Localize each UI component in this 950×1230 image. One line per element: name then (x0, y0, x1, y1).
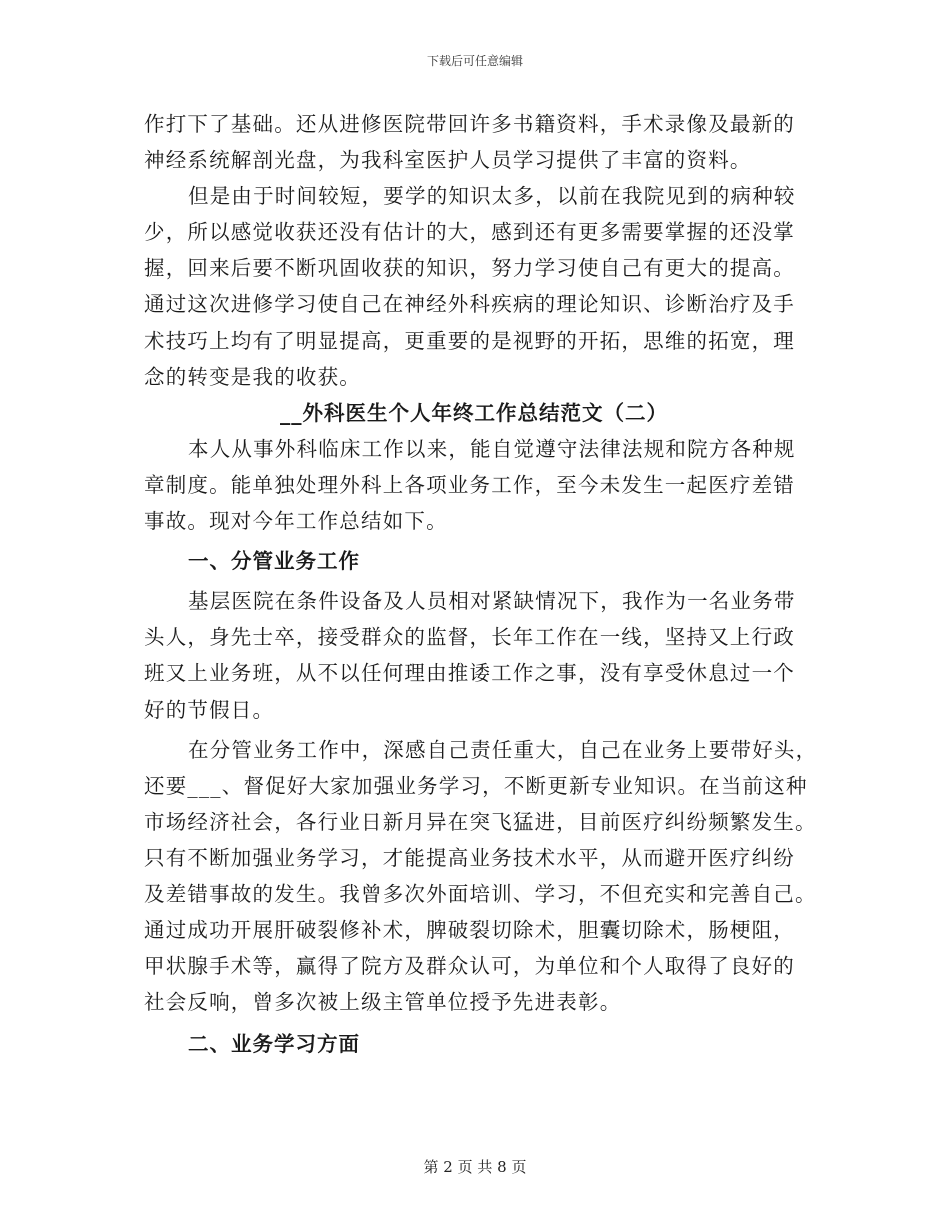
paragraph-line: 市场经济社会，各行业日新月异在突飞猛进，目前医疗纠纷频繁发生。 (144, 809, 817, 834)
paragraph-line: 还要___、督促好大家加强业务学习，不断更新专业知识。在当前这种 (144, 773, 808, 798)
paragraph-line: 班又上业务班，从不以任何理由推诿工作之事，没有享受休息过一个 (144, 661, 795, 686)
paragraph-line: 好的节假日。 (144, 697, 275, 722)
paragraph-line: 及差错事故的发生。我曾多次外面培训、学习，不但充实和完善自己。 (144, 881, 817, 906)
paragraph-line: 只有不断加强业务学习，才能提高业务技术水平，从而避开医疗纠纷 (144, 845, 795, 870)
paragraph-line: 头人，身先士卒，接受群众的监督，长年工作在一线，坚持又上行政 (144, 625, 795, 650)
paragraph-line: 但是由于时间较短，要学的知识太多，以前在我院见到的病种较 (188, 184, 796, 209)
paragraph-line: 章制度。能单独处理外科上各项业务工作，至今未发生一起医疗差错 (144, 472, 795, 497)
paragraph-line: 通过这次进修学习使自己在神经外科疾病的理论知识、诊断治疗及手 (144, 292, 795, 317)
paragraph-line: 少，所以感觉收获还没有估计的大，感到还有更多需要掌握的还没掌 (144, 220, 795, 245)
paragraph-line: 本人从事外科临床工作以来，能自觉遵守法律法规和院方各种规 (188, 436, 796, 461)
document-body (144, 106, 818, 1062)
paragraph-line: 事故。现对今年工作总结如下。 (144, 509, 448, 534)
heading-business-work: 一、分管业务工作 (188, 549, 360, 574)
paragraph-line: 甲状腺手术等，赢得了院方及群众认可，为单位和个人取得了良好的 (144, 954, 795, 979)
paragraph-line: 握，回来后要不断巩固收获的知识，努力学习使自己有更大的提高。 (144, 256, 795, 281)
paragraph-line: 基层医院在条件设备及人员相对紧缺情况下，我作为一名业务带 (188, 589, 796, 614)
paragraph-line: 在分管业务工作中，深感自己责任重大，自己在业务上要带好头， (188, 737, 818, 762)
paragraph-line: 神经系统解剖光盘，为我科室医护人员学习提供了丰富的资料。 (144, 148, 752, 173)
section-title: __外科医生个人年终工作总结范文（二） (280, 400, 668, 425)
paragraph-line: 社会反响，曾多次被上级主管单位授予先进表彰。 (144, 990, 622, 1015)
heading-business-study: 二、业务学习方面 (188, 1032, 360, 1057)
paragraph-line: 作打下了基础。还从进修医院带回许多书籍资料，手术录像及最新的 (144, 112, 795, 136)
page-footer: 第 2 页 共 8 页 (423, 1158, 527, 1176)
paragraph-line: 术技巧上均有了明显提高，更重要的是视野的开拓，思维的拓宽，理 (144, 328, 795, 353)
paragraph-line: 通过成功开展肝破裂修补术，脾破裂切除术，胆囊切除术，肠梗阻， (144, 918, 795, 943)
page-header: 下载后可任意编辑 (426, 54, 523, 68)
paragraph-line: 念的转变是我的收获。 (144, 364, 361, 389)
